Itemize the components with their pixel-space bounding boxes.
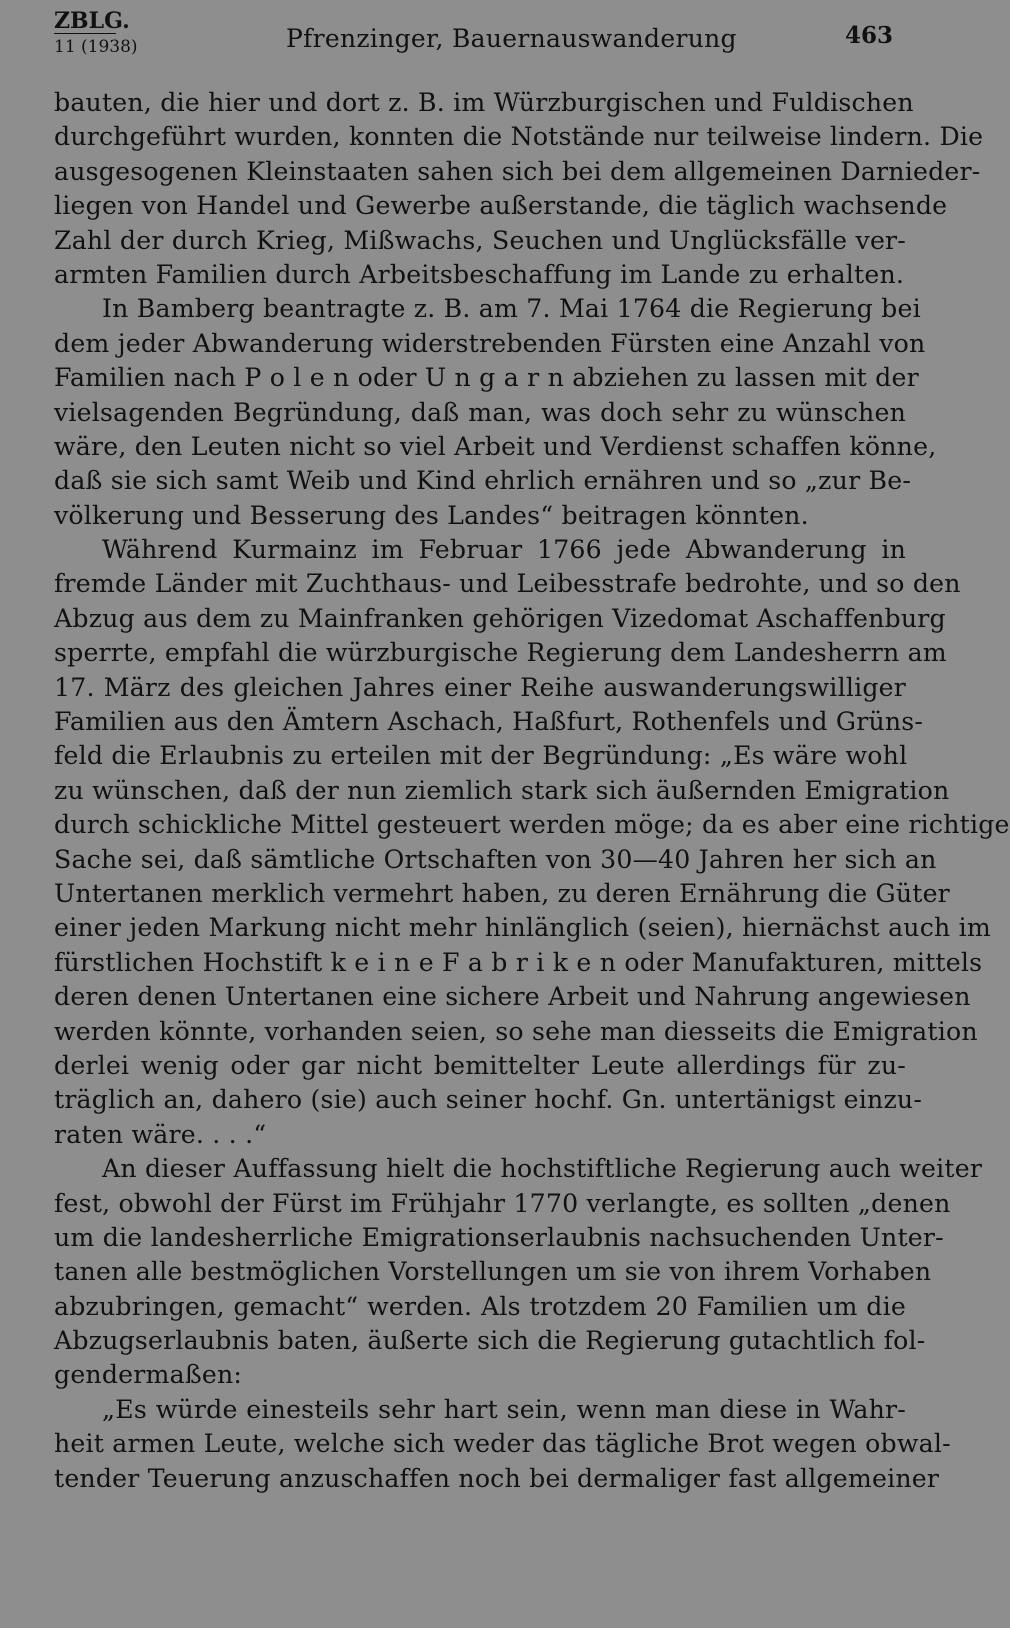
text-line: raten wäre. . . .“	[54, 1119, 267, 1149]
text-line: In Bamberg beantragte z. B. am 7. Mai 1764 die Regierung bei	[102, 294, 921, 324]
text-line: Abzug aus dem zu Mainfranken gehörigen Vizedomat Aschaffenburg	[54, 603, 946, 633]
text-line: um die landesherrliche Emigrationserlaubnis nachsuchenden Unter-	[54, 1222, 944, 1252]
text-line: einer jeden Markung nicht mehr hinlänglich (seien), hiernächst auch im	[54, 913, 991, 943]
journal-abbreviation: ZBLG.	[54, 8, 130, 34]
text-line: Während Kurmainz im Februar 1766 jede Abwanderung in	[102, 535, 906, 565]
text-line: werden könnte, vorhanden seien, so sehe man diesseits die Emigration	[54, 1016, 978, 1046]
text-line: Abzugserlaubnis baten, äußerte sich die Regierung gutachtlich fol-	[54, 1326, 926, 1356]
text-line: Untertanen merklich vermehrt haben, zu deren Ernährung die Güter	[54, 878, 950, 908]
text-line: ausgesogenen Kleinstaaten sahen sich bei dem allgemeinen Darnieder-	[54, 156, 981, 186]
text-line: gendermaßen:	[54, 1360, 243, 1390]
text-line: An dieser Auffassung hielt die hochstiftliche Regierung auch weiter	[102, 1154, 983, 1184]
text-line: Familien aus den Ämtern Aschach, Haßfurt, Rothenfels und Grüns-	[54, 707, 924, 737]
text-line: Zahl der durch Krieg, Mißwachs, Seuchen und Unglücksfälle ver-	[54, 225, 906, 255]
text-line: derlei wenig oder gar nicht bemittelter Leute allerdings für zu-	[54, 1050, 906, 1080]
text-line: träglich an, dahero (sie) auch seiner hochf. Gn. untertänigst einzu-	[54, 1085, 923, 1115]
body-text	[54, 86, 1010, 1496]
text-line: durchgeführt wurden, konnten die Notstände nur teilweise lindern. Die	[54, 122, 984, 152]
journal-reference	[54, 10, 138, 58]
text-line: „Es würde einesteils sehr hart sein, wenn man diese in Wahr-	[102, 1394, 906, 1424]
text-line: dem jeder Abwanderung widerstrebenden Fürsten eine Anzahl von	[54, 328, 926, 358]
text-line: fest, obwohl der Fürst im Frühjahr 1770 verlangte, es sollten „denen	[54, 1188, 951, 1218]
text-line: durch schickliche Mittel gesteuert werden möge; da es aber eine richtige	[54, 810, 1010, 840]
running-title: Pfrenzinger, Bauernauswanderung	[286, 24, 737, 53]
text-line: tender Teuerung anzuschaffen noch bei dermaliger fast allgemeiner	[54, 1463, 940, 1493]
text-line: Familien nach P o l e n oder U n g a r n abziehen zu lassen mit der	[54, 363, 919, 393]
text-line: völkerung und Besserung des Landes“ beitragen könnten.	[54, 500, 809, 530]
text-line: vielsagenden Begründung, daß man, was doch sehr zu wünschen	[54, 397, 906, 427]
volume-year: 11 (1938)	[54, 37, 138, 57]
text-line: wäre, den Leuten nicht so viel Arbeit und Verdienst schaffen könne,	[54, 431, 937, 461]
text-line: deren denen Untertanen eine sichere Arbeit und Nahrung angewiesen	[54, 982, 971, 1012]
text-line: tanen alle bestmöglichen Vorstellungen um sie von ihrem Vorhaben	[54, 1257, 932, 1287]
text-line: feld die Erlaubnis zu erteilen mit der Begründung: „Es wäre wohl	[54, 741, 908, 771]
text-line: fürstlichen Hochstift k e i n e F a b r i k e n oder Manufakturen, mittels	[54, 947, 983, 977]
text-line: armten Familien durch Arbeitsbeschaffung im Lande zu erhalten.	[54, 259, 905, 289]
text-line: sperrte, empfahl die würzburgische Regierung dem Landesherrn am	[54, 638, 947, 668]
text-line: daß sie sich samt Weib und Kind ehrlich ernähren und so „zur Be-	[54, 466, 912, 496]
text-line: zu wünschen, daß der nun ziemlich stark sich äußernden Emigration	[54, 775, 950, 805]
text-line: liegen von Handel und Gewerbe außerstande, die täglich wachsende	[54, 191, 948, 221]
text-line: heit armen Leute, welche sich weder das tägliche Brot wegen obwal-	[54, 1429, 951, 1459]
text-line: Sache sei, daß sämtliche Ortschaften von 30—40 Jahren her sich an	[54, 844, 937, 874]
text-line: abzubringen, gemacht“ werden. Als trotzdem 20 Familien um die	[54, 1291, 906, 1321]
text-line: bauten, die hier und dort z. B. im Würzburgischen und Fuldischen	[54, 88, 914, 117]
text-line: 17. März des gleichen Jahres einer Reihe auswanderungswilliger	[54, 672, 906, 702]
text-line: fremde Länder mit Zuchthaus- und Leibesstrafe bedrohte, und so den	[54, 569, 961, 599]
page-number: 463	[845, 22, 894, 49]
running-header	[0, 0, 1000, 70]
